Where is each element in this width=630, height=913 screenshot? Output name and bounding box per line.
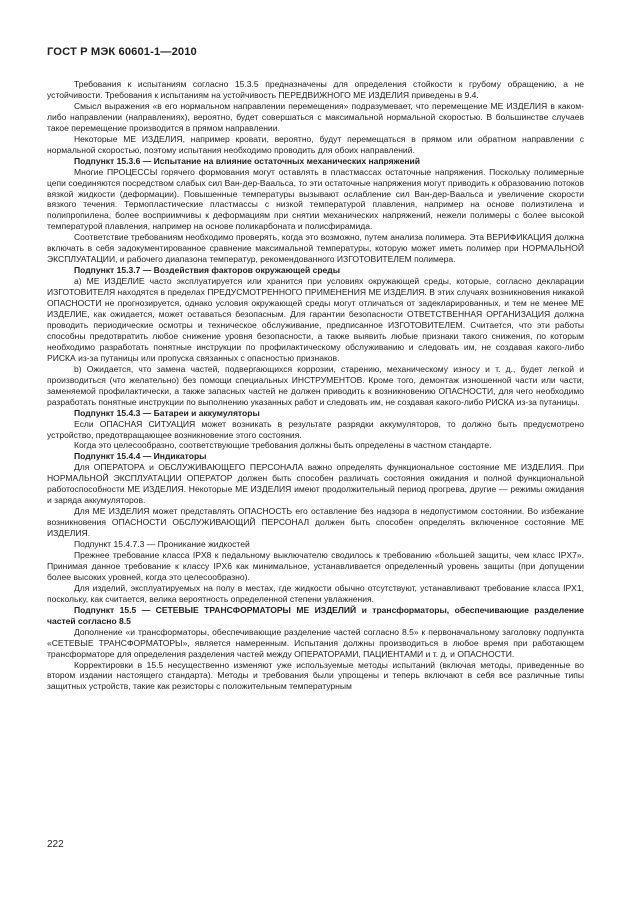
paragraph: Если ОПАСНАЯ СИТУАЦИЯ может возникать в результате разрядки аккумуляторов, то должно быть предусмотрено устройство, предотвращающее возникновение этого состояния. [47, 418, 584, 440]
paragraph: Когда это целесообразно, соответствующие требования должны быть определены в частном стандарте. [74, 440, 492, 451]
paragraph: a) МЕ ИЗДЕЛИЕ часто эксплуатируется или хранится при условиях окружающей среды, которые, согласно декларации ИЗГОТОВИТЕЛЯ находятся в пределах ПРЕДУСМОТРЕННОГО ПРИМЕНЕНИЯ МЕ ИЗДЕЛИЯ. В этих случаях возникновения никакой ОПАСНОСТИ не прогнозируется, однако условия окружающей среды могут отличаться от задекларированных, и тем не менее МЕ ИЗДЕЛИЕ, как ожидается, может оставаться безопасным. Для гарантии безопасности ОТВЕТСТВЕННАЯ ОРГАНИЗАЦИЯ должна проводить периодические осмотры и техническое обслуживание, предписанное ИЗГОТОВИТЕЛЕМ. Считается, что эти работы способны предотвратить любое снижение уровня безопасности, а также выявить любые признаки такого снижения, по которым необходимо разработать понятные инструкции по профилактическому обслуживанию и следовать им, не создавая какого-либо РИСКА из-за путаницы или пропуска связанных с опасностью признаков. [47, 276, 584, 363]
subsection-heading: Подпункт 15.4.3 — Батареи и аккумуляторы [74, 407, 260, 418]
paragraph: Прежнее требование класса IPX8 к педальному выключателю сводилось к требованию «большей защиты, чем класс IPX7». Принимая данное требование к классу IPX6 как минимальное, устанавливается определенный уровень защиты (при допущении более высоких уровней, когда это целесообразно). [47, 549, 584, 582]
subsection-heading: Подпункт 15.3.6 — Испытание на влияние остаточных механических напряжений [74, 155, 421, 166]
paragraph: Смысл выражения «в его нормальном направлении перемещения» подразумевает, что перемещение МЕ ИЗДЕЛИЯ в каком-либо направлении (направлениях), вероятно, будет совершаться с максимальной нормальной скоростью. В большинстве случаев такое перемещение производится в прямом направлении. [47, 100, 584, 133]
paragraph: Для МЕ ИЗДЕЛИЯ может представлять ОПАСНОСТЬ его оставление без надзора в недопустимом состоянии. Во избежание возникновения ОПАСНОСТИ ОБСЛУЖИВАЮЩИЙ ПЕРСОНАЛ должен быть способен определять включенное состояние МЕ ИЗДЕЛИЯ. [47, 506, 584, 539]
paragraph: Корректировки в 15.5 несущественно изменяют уже используемые методы испытаний (включая методы, приведенные во втором издании настоящего стандарта). Методы и требования были упрощены и теперь включают в себя все различные типы защитных устройств, такие как резисторы с положительным температурным [47, 659, 584, 692]
paragraph: b) Ожидается, что замена частей, подвергающихся коррозии, старению, механическому износу и т. д., будет легкой и производиться (что желательно) без помощи специальных ИНСТРУМЕНТОВ. Кроме того, демонтаж изношенной части или части, заменяемой профилактически, а также запасных частей не должен приводить к возникновению ОПАСНОСТИ, для чего необходимо разработать понятные инструкции по выполнению указанных работ и следовать им, не создавая какого-либо РИСКА из-за путаницы. [47, 363, 584, 407]
subsection-heading: Подпункт 15.3.7 — Воздействия факторов окружающей среды [74, 265, 341, 276]
subsection-heading: Подпункт 15.4.4 — Индикаторы [74, 451, 207, 462]
paragraph: Для изделий, эксплуатируемых на полу в местах, где жидкости обычно отсутствуют, устанавливают требование класса IPX1, поскольку, как считается, велика вероятность определенной степени увлажнения. [47, 582, 584, 604]
body-text [47, 79, 584, 692]
paragraph: Дополнение «и трансформаторы, обеспечивающие разделение частей согласно 8.5» к первоначальному заголовку подпункта «СЕТЕВЫЕ ТРАНСФОРМАТОРЫ», является намеренным. Испытания должны производиться в любое время при работающем трансформаторе для определения разделения частей между ОПЕРАТОРАМИ, ПАЦИЕНТАМИ и т. д. и ОПАСНОСТИ. [47, 626, 584, 659]
paragraph: Для ОПЕРАТОРА и ОБСЛУЖИВАЮЩЕГО ПЕРСОНАЛА важно определять функциональное состояние МЕ ИЗДЕЛИЯ. При НОРМАЛЬНОЙ ЭКСПЛУАТАЦИИ ОПЕРАТОР должен быть способен различать состояния ожидания и полной функциональной работоспособности МЕ ИЗДЕЛИЯ. Некоторые МЕ ИЗДЕЛИЯ имеют продолжительный период прогрева, другие — режимы ожидания и заряда аккумуляторов. [47, 462, 584, 506]
page-header: ГОСТ Р МЭК 60601-1—2010 [47, 46, 197, 58]
paragraph: Соответствие требованиям необходимо проверять, когда это возможно, путем анализа полимера. Эта ВЕРИФИКАЦИЯ должна включать в себя задокументированное сравнение максимальной температуры, которую может иметь полимер при НОРМАЛЬНОЙ ЭКСПЛУАТАЦИИ, и рабочего диапазона температур, рекомендованного ИЗГОТОВИТЕЛЕМ полимера. [47, 232, 584, 265]
subsection-heading: Подпункт 15.4.7.3 — Проникание жидкостей [74, 539, 250, 550]
paragraph: Многие ПРОЦЕССЫ горячего формования могут оставлять в пластмассах остаточные напряжения. Поскольку полимерные цепи соединяются посредством слабых сил Ван-дер-Ваальса, то эти остаточные напряжения могут приводить к образованию потоков вязкой жидкости (деформации). Повышенные температуры вызывают ослабление сил Ван-дер-Ваальса и увеличение скорости вязкого течения. Термопластические пластмассы с низкой температурой плавления, например на основе полиэтилена и полипропилена, более восприимчивы к деформациям при снятии механических напряжений, нежели полимеры с более высокой температурой плавления, например на основе поликарбоната и полисфирамида. [47, 166, 584, 232]
paragraph: Требования к испытаниям согласно 15.3.5 предназначены для определения стойкости к грубому обращению, а не устойчивости. Требования к испытаниям на устойчивость ПЕРЕДВИЖНОГО МЕ ИЗДЕЛИЯ приведены в 9.4. [47, 79, 584, 100]
subsection-heading: Подпункт 15.5 — СЕТЕВЫЕ ТРАНСФОРМАТОРЫ МЕ ИЗДЕЛИЙ и трансформаторы, обеспечивающие разделение частей согласно 8.5 [47, 604, 584, 626]
page-number: 222 [47, 839, 64, 850]
paragraph: Некоторые МЕ ИЗДЕЛИЯ, например кровати, вероятно, будут перемещаться в прямом или обратном направлении с нормальной скоростью, поэтому испытания необходимо проводить для обоих направлений. [47, 133, 584, 155]
